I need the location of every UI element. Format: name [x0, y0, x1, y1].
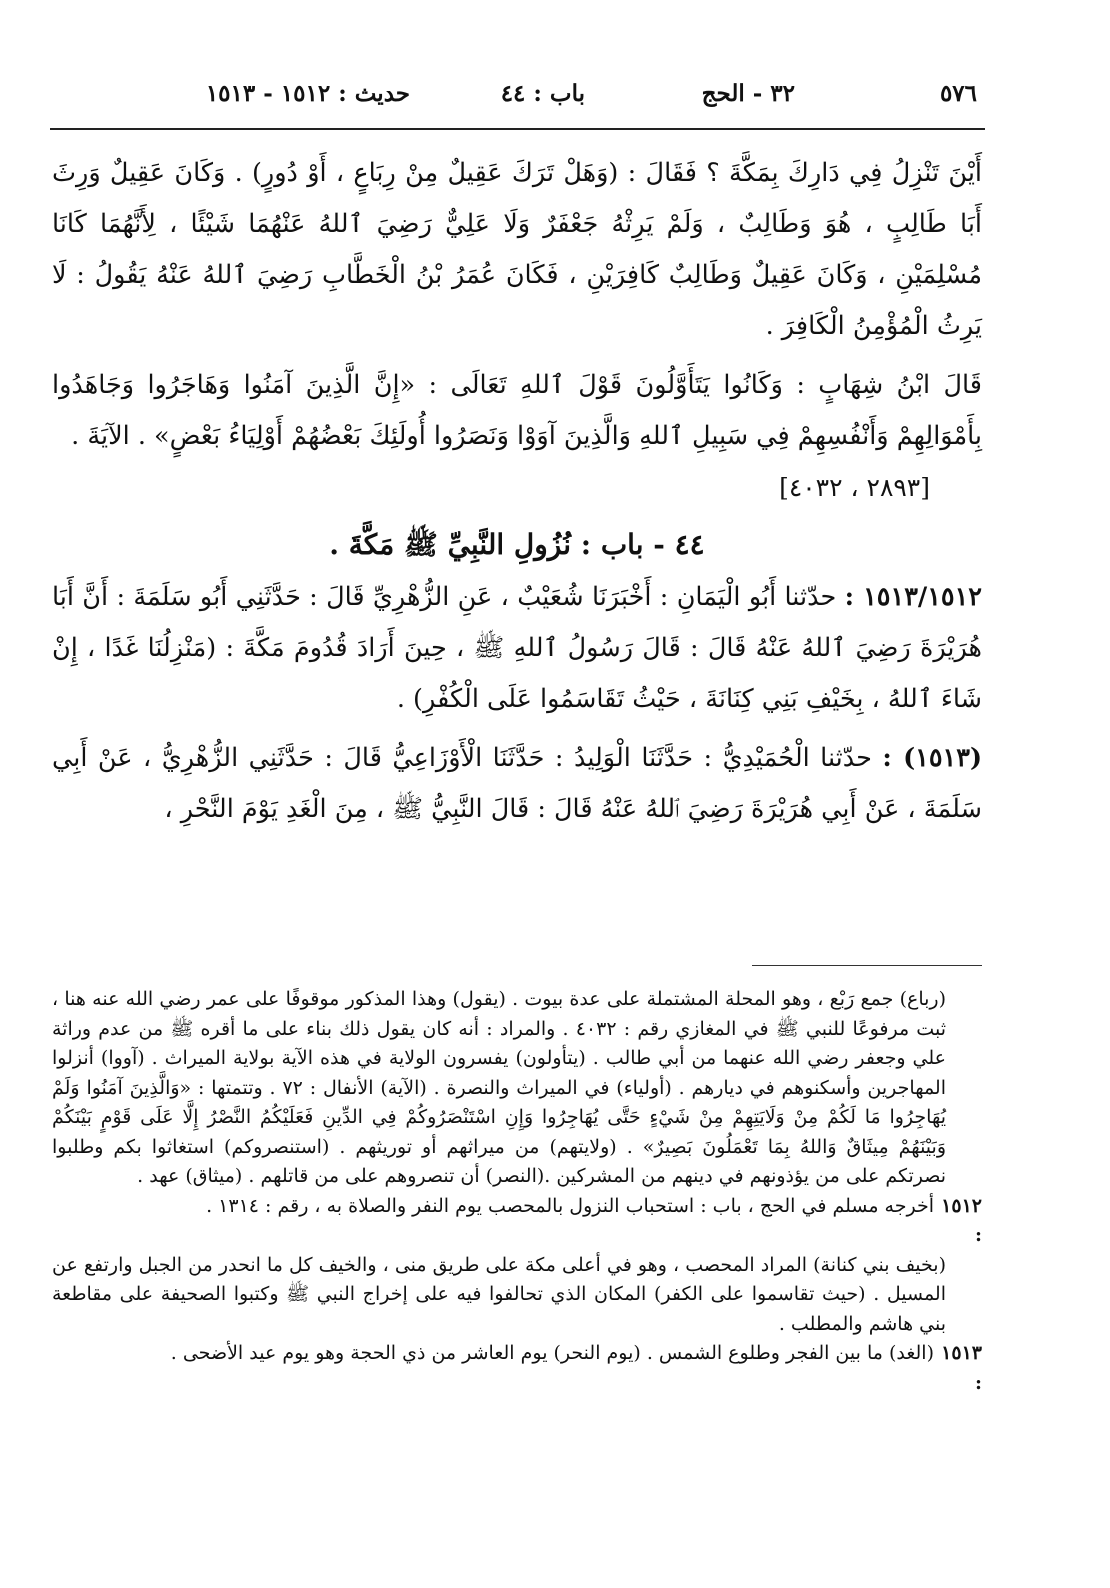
hadith-1513 [52, 733, 982, 835]
cross-reference: [٢٨٩٣ ، ٤٠٣٢] [779, 473, 930, 502]
footnote-number: ١٥١٣ : [941, 1342, 982, 1394]
page-header [185, 80, 985, 124]
footnote-block-1: (رباع) جمع رَبْع ، وهو المحلة المشتملة على عدة بيوت . (يقول) وهذا المذكور موقوفًا على عمر رضي الله عنه هنا ، ثبت مرفوعًا للنبي ﷺ في المغازي رقم : ٤٠٣٢ . والمراد : أنه كان يقول ذلك بناء على ما أقره ﷺ من عدم وراثة علي وجعفر رضي الله عنهما من أبي طالب . (يتأولون) يفسرون الولاية في هذه الآية بولاية الميراث . (آووا) أنزلوا المهاجرين وأسكنوهم في ديارهم . (أولياء) في الميراث والنصرة . (الآية) الأنفال : ٧٢ . وتتمتها : «وَالَّذِينَ آمَنُوا وَلَمْ يُهَاجِرُوا مَا لَكُمْ مِنْ وَلَايَتِهِمْ مِنْ شَيْءٍ حَتَّى يُهَاجِرُوا وَإِنِ اسْتَنْصَرُوكُمْ فِي الدِّينِ فَعَلَيْكُمُ النَّصْرُ إِلَّا عَلَى قَوْمٍ بَيْنَكُمْ وَبَيْنَهُمْ مِيثَاقٌ وَاللهُ بِمَا تَعْمَلُونَ بَصِيرٌ» . (ولايتهم) من ميراثهم أو توريثهم . (استنصروكم) استغاثوا بكم وطلبوا نصرتكم على من يؤذونهم في دينهم من المشركين .(النصر) أن تنصروهم على من قاتلهم . (ميثاق) عهد . [52, 988, 947, 1187]
header-divider [50, 128, 985, 130]
paragraph-1: أَيْنَ تَنْزِلُ فِي دَارِكَ بِمَكَّةَ ؟ فَقَالَ : (وَهَلْ تَرَكَ عَقِيلٌ مِنْ رِبَاعٍ ، أَوْ دُورٍ) . وَكَانَ عَقِيلٌ وَرِثَ أَبَا طَالِبٍ ، هُوَ وَطَالِبٌ ، وَلَمْ يَرِثْهُ جَعْفَرٌ وَلَا عَلِيٌّ رَضِيَ ٱللهُ عَنْهُمَا شَيْئًا ، لِأَنَّهُمَا كَانَا مُسْلِمَيْنِ ، وَكَانَ عَقِيلٌ وَطَالِبٌ كَافِرَيْنِ ، فَكَانَ عُمَرُ بْنُ الْخَطَّابِ رَضِيَ ٱللهُ عَنْهُ يَقُولُ : لَا يَرِثُ الْمُؤْمِنُ الْكَافِرَ . [52, 158, 982, 341]
hadith-number: ١٥١٣/١٥١٢ : [844, 582, 982, 612]
footnote-text: (الغد) ما بين الفجر وطلوع الشمس . (يوم النحر) يوم العاشر من ذي الحجة وهو يوم عيد الأضحى . [170, 1342, 934, 1364]
footnote-divider [752, 965, 982, 966]
hadith-number: (١٥١٣) : [882, 743, 983, 773]
footnote-1512 [52, 1192, 982, 1251]
hadith-text: حدّثنا أَبُو الْيَمَانِ : أَخْبَرَنَا شُعَيْبٌ ، عَنِ الزُّهْرِيِّ قَالَ : حَدَّثَنِي أَبُو سَلَمَةَ : أَنَّ أَبَا هُرَيْرَةَ رَضِيَ ٱللهُ عَنْهُ قَالَ : قَالَ رَسُولُ ٱللهِ ﷺ ، حِينَ أَرَادَ قُدُومَ مَكَّةَ : (مَنْزِلُنَا غَدًا ، إِنْ شَاءَ ٱللهُ ، بِخَيْفِ بَنِي كِنَانَةَ ، حَيْثُ تَقَاسَمُوا عَلَى الْكُفْرِ) . [52, 582, 982, 714]
footnote-text: أخرجه مسلم في الحج ، باب : استحباب النزول بالمحصب يوم النفر والصلاة به ، رقم : ١٣١٤ . [206, 1194, 934, 1217]
hadith-1512 [52, 572, 982, 725]
footnote-1513 [52, 1339, 982, 1398]
paragraph-2: قَالَ ابْنُ شِهَابٍ : وَكَانُوا يَتَأَوَّلُونَ قَوْلَ ٱللهِ تَعَالَى : «إِنَّ الَّذِينَ آمَنُوا وَهَاجَرُوا وَجَاهَدُوا بِأَمْوَالِهِمْ وَأَنْفُسِهِمْ فِي سَبِيلِ ٱللهِ وَالَّذِينَ آوَوْا وَنَصَرُوا أُولَئِكَ بَعْضُهُمْ أَوْلِيَاءُ بَعْضٍ» . الآيَةَ . [52, 370, 982, 451]
footnotes [52, 985, 982, 1398]
chapter-ref: باب : ٤٤ [500, 80, 585, 107]
main-text [52, 148, 982, 835]
hadith-text: حدّثنا الْحُمَيْدِيُّ : حَدَّثَنَا الْوَلِيدُ : حَدَّثَنَا الْأَوْزَاعِيُّ قَالَ : حَدَّثَنِي الزُّهْرِيُّ ، عَنْ أَبِي سَلَمَةَ ، عَنْ أَبِي هُرَيْرَةَ رَضِيَ ٱللهُ عَنْهُ قَالَ : قَالَ النَّبِيُّ ﷺ ، مِنَ الْغَدِ يَوْمَ النَّحْرِ ، [52, 743, 982, 824]
book-title: ٣٢ - الحج [701, 80, 795, 107]
hadith-range: حديث : ١٥١٢ - ١٥١٣ [205, 80, 410, 107]
chapter-title: ٤٤ - باب : نُزُولِ النَّبِيِّ ﷺ مَكَّةَ . [329, 528, 705, 561]
footnote-block-2: (بخيف بني كنانة) المراد المحصب ، وهو في أعلى مكة على طريق منى ، والخيف كل ما انحدر من الجبل وارتفع عن المسيل . (حيث تقاسموا على الكفر) المكان الذي تحالفوا فيه على إخراج النبي ﷺ وكتبوا الصحيفة على مقاطعة بني هاشم والمطلب . [52, 1253, 946, 1335]
page-number: ٥٧٦ [939, 80, 977, 107]
footnote-number: ١٥١٢ : [941, 1194, 982, 1246]
